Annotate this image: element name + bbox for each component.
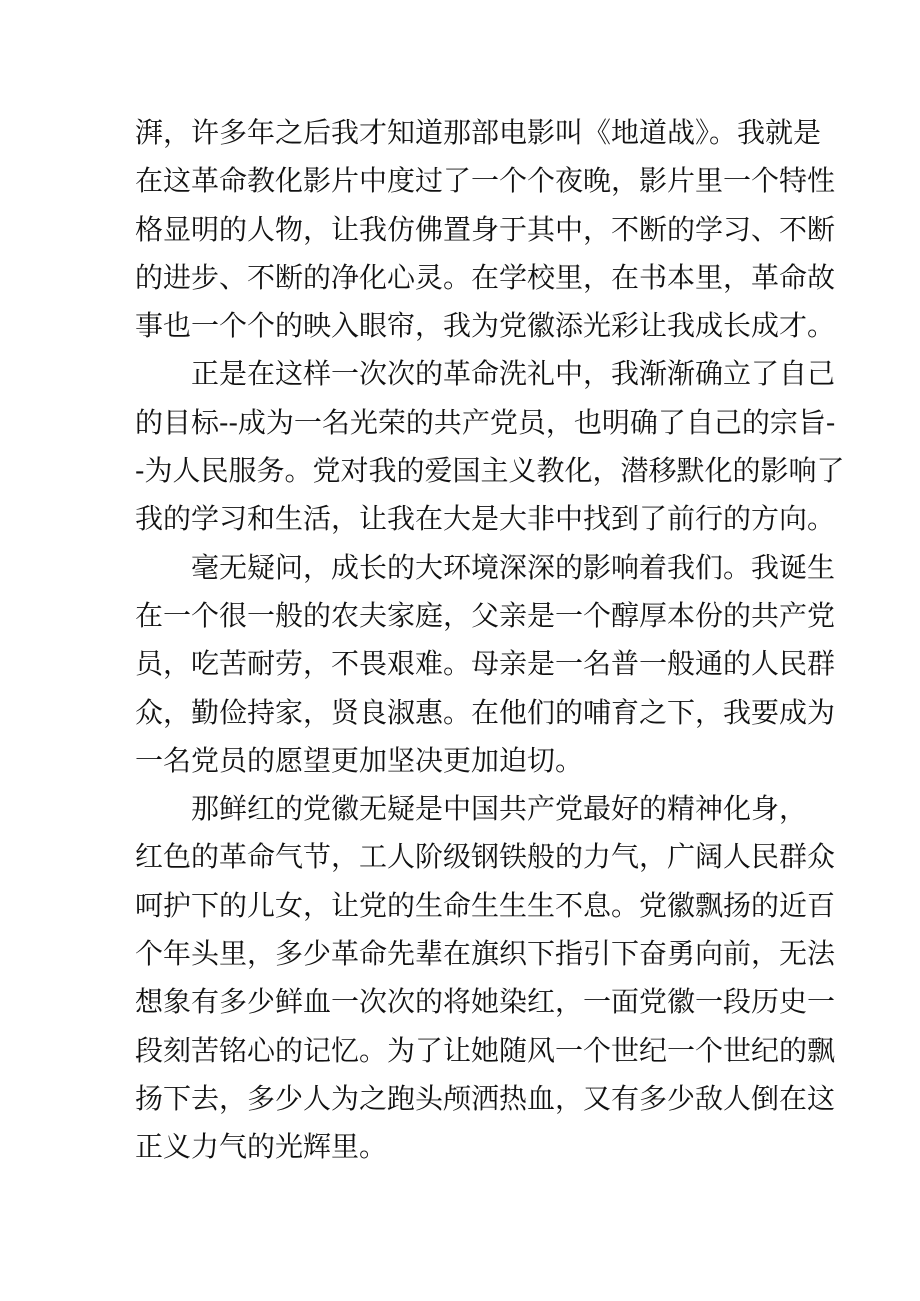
text-line: 在一个很一般的农夫家庭，父亲是一个醇厚本份的共产党 [135,598,836,632]
text-line: 事也一个个的映入眼帘，我为党徽添光彩让我成长成才。 [135,309,836,343]
text-line: 在这革命教化影片中度过了一个个夜晚，影片里一个特性 [135,164,836,198]
paragraph-first-line: 毫无疑问，成长的大环境深深的影响着我们。我诞生 [191,550,836,584]
text-line: 湃，许多年之后我才知道那部电影叫《地道战》。我就是 [135,116,822,149]
text-line: 想象有多少鲜血一次次的将她染红，一面党徽一段历史一 [135,985,836,1019]
text-line: 我的学习和生活，让我在大是大非中找到了前行的方向。 [135,502,836,536]
text-line: 段刻苦铭心的记忆。为了让她随风一个世纪一个世纪的飘 [135,1033,836,1067]
text-line: 格显明的人物，让我仿佛置身于其中，不断的学习、不断 [135,212,836,246]
text-line: 众，勤俭持家，贤良淑惠。在他们的哺育之下，我要成为 [135,695,836,729]
text-line: 的目标--成为一名光荣的共产党员，也明确了自己的宗旨- [135,405,836,439]
text-line: 一名党员的愿望更加坚决更加迫切。 [135,743,584,777]
text-line: 正义力气的光辉里。 [135,1130,388,1164]
text-line: -为人民服务。党对我的爱国主义教化，潜移默化的影响了 [135,454,845,488]
text-line: 呵护下的儿女，让党的生命生生生不息。党徽飘扬的近百 [135,888,836,922]
body-text [135,109,845,1172]
paragraph-first-line: 那鲜红的党徽无疑是中国共产党最好的精神化身， [191,792,808,826]
text-line: 红色的革命气节，工人阶级钢铁般的力气，广阔人民群众 [135,840,836,874]
text-line: 个年头里，多少革命先辈在旗织下指引下奋勇向前，无法 [135,937,836,971]
paragraph-first-line: 正是在这样一次次的革命洗礼中，我渐渐确立了自己 [191,357,836,391]
text-line: 扬下去，多少人为之跑头颅洒热血，又有多少敌人倒在这 [135,1081,836,1115]
text-line: 的进步、不断的净化心灵。在学校里，在书本里，革命故 [135,260,836,294]
text-line: 员，吃苦耐劳，不畏艰难。母亲是一名普一般通的人民群 [135,647,836,681]
